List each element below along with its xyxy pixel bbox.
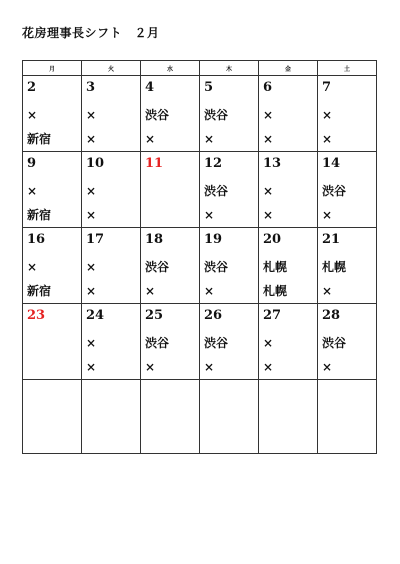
shift-entry: × — [322, 284, 333, 298]
calendar-body — [23, 76, 377, 454]
week-row — [23, 380, 377, 454]
shift-entry: × — [86, 336, 97, 350]
day-number: 12 — [204, 156, 223, 171]
day-cell-content — [23, 152, 81, 227]
day-number: 21 — [322, 232, 341, 247]
day-cell-content — [141, 380, 199, 407]
day-cell — [259, 152, 318, 228]
day-cell-content — [23, 304, 81, 331]
day-cell — [200, 380, 259, 454]
day-cell — [141, 76, 200, 152]
day-number: 26 — [204, 308, 223, 323]
weekday-header-thu: 木 — [200, 61, 259, 76]
day-number: 13 — [263, 156, 282, 171]
day-number — [86, 383, 140, 407]
shift-entry: 新宿 — [27, 284, 52, 298]
day-cell-content — [141, 152, 199, 179]
weekday-header-sat: 土 — [318, 61, 377, 76]
day-cell-content — [200, 152, 258, 227]
weekday-header-mon: 月 — [23, 61, 82, 76]
shift-entry: 渋谷 — [145, 336, 170, 350]
shift-entry: × — [322, 360, 333, 374]
day-cell — [23, 304, 82, 380]
day-number: 4 — [145, 80, 155, 95]
day-number: 24 — [86, 308, 105, 323]
day-number — [322, 383, 376, 407]
shift-entry: 渋谷 — [145, 108, 170, 122]
shift-entry: × — [204, 360, 215, 374]
day-cell — [200, 76, 259, 152]
shift-entry: × — [263, 132, 274, 146]
shift-entry: × — [204, 132, 215, 146]
shift-entry: 渋谷 — [204, 184, 229, 198]
shift-entry: × — [86, 132, 97, 146]
shift-entry: × — [86, 360, 97, 374]
week-row — [23, 304, 377, 380]
weekday-header-row — [23, 61, 377, 76]
day-cell — [141, 228, 200, 304]
day-cell — [82, 76, 141, 152]
shift-entry: 渋谷 — [204, 336, 229, 350]
page-title: 花房理事長シフト ２月 — [22, 26, 160, 40]
day-cell-content — [318, 380, 376, 407]
shift-entry: × — [86, 184, 97, 198]
shift-entry: 新宿 — [27, 132, 52, 146]
day-cell — [141, 380, 200, 454]
day-number: 3 — [86, 80, 96, 95]
day-cell — [259, 76, 318, 152]
shift-entry: × — [204, 284, 215, 298]
day-number: 28 — [322, 308, 341, 323]
shift-entry: × — [145, 132, 156, 146]
day-cell — [82, 152, 141, 228]
day-cell-content — [141, 76, 199, 151]
day-cell — [200, 228, 259, 304]
shift-entry: × — [322, 108, 333, 122]
shift-entry: 札幌 — [322, 260, 347, 274]
week-row — [23, 152, 377, 228]
shift-entry: 渋谷 — [204, 260, 229, 274]
day-number: 25 — [145, 308, 164, 323]
day-number: 16 — [27, 232, 46, 247]
day-cell-content — [23, 228, 81, 303]
day-number: 27 — [263, 308, 282, 323]
shift-entry: 渋谷 — [322, 184, 347, 198]
week-row — [23, 228, 377, 304]
day-number — [204, 383, 258, 407]
day-cell — [318, 228, 377, 304]
day-cell — [141, 152, 200, 228]
day-number: 19 — [204, 232, 223, 247]
day-cell-content — [200, 228, 258, 303]
day-cell-content — [23, 380, 81, 407]
day-cell — [318, 304, 377, 380]
day-number: 20 — [263, 232, 282, 247]
day-cell — [23, 228, 82, 304]
day-number: 9 — [27, 156, 37, 171]
day-cell — [23, 76, 82, 152]
day-cell-content — [141, 228, 199, 303]
day-cell — [200, 152, 259, 228]
shift-entry: × — [27, 108, 38, 122]
shift-calendar — [22, 60, 377, 454]
day-cell — [141, 304, 200, 380]
shift-entry: × — [145, 284, 156, 298]
shift-entry: × — [145, 360, 156, 374]
day-cell-content — [82, 228, 140, 303]
day-cell-content — [259, 380, 317, 407]
shift-entry: 札幌 — [263, 260, 288, 274]
day-cell — [259, 380, 318, 454]
day-cell-content — [82, 380, 140, 407]
day-cell — [318, 380, 377, 454]
day-cell-content — [82, 152, 140, 227]
shift-entry: 札幌 — [263, 284, 288, 298]
week-row — [23, 76, 377, 152]
day-cell-content — [23, 76, 81, 151]
shift-entry: × — [263, 184, 274, 198]
day-cell-content — [82, 304, 140, 379]
day-number: 7 — [322, 80, 332, 95]
holiday-day-number: 23 — [27, 308, 46, 323]
day-cell-content — [318, 76, 376, 151]
shift-entry: × — [86, 108, 97, 122]
shift-entry: × — [322, 208, 333, 222]
shift-entry: 渋谷 — [322, 336, 347, 350]
day-cell-content — [259, 76, 317, 151]
day-number: 5 — [204, 80, 214, 95]
day-cell-content — [200, 304, 258, 379]
shift-entry: 渋谷 — [204, 108, 229, 122]
holiday-day-number: 11 — [145, 156, 164, 171]
shift-entry: × — [86, 260, 97, 274]
shift-entry: × — [263, 108, 274, 122]
day-cell — [23, 380, 82, 454]
day-cell — [82, 228, 141, 304]
day-cell-content — [200, 380, 258, 407]
shift-entry: × — [204, 208, 215, 222]
day-number — [27, 383, 81, 407]
day-number: 17 — [86, 232, 105, 247]
weekday-header-tue: 火 — [82, 61, 141, 76]
day-cell — [82, 304, 141, 380]
day-cell — [23, 152, 82, 228]
day-cell-content — [259, 304, 317, 379]
day-cell-content — [200, 76, 258, 151]
day-cell — [259, 304, 318, 380]
day-number: 18 — [145, 232, 164, 247]
day-number: 2 — [27, 80, 37, 95]
shift-entry: × — [27, 260, 38, 274]
day-cell-content — [318, 304, 376, 379]
day-cell-content — [318, 228, 376, 303]
weekday-header-fri: 金 — [259, 61, 318, 76]
day-cell-content — [259, 228, 317, 303]
shift-entry: × — [263, 360, 274, 374]
day-cell — [259, 228, 318, 304]
shift-entry: 新宿 — [27, 208, 52, 222]
day-number — [145, 383, 199, 407]
day-cell — [82, 380, 141, 454]
day-cell — [318, 76, 377, 152]
day-cell-content — [141, 304, 199, 379]
shift-entry: 渋谷 — [145, 260, 170, 274]
day-cell-content — [259, 152, 317, 227]
shift-entry: × — [86, 284, 97, 298]
shift-entry: × — [263, 336, 274, 350]
day-number — [263, 383, 317, 407]
day-number: 10 — [86, 156, 105, 171]
shift-entry: × — [86, 208, 97, 222]
day-cell — [200, 304, 259, 380]
shift-entry: × — [27, 184, 38, 198]
day-cell-content — [82, 76, 140, 151]
shift-entry: × — [322, 132, 333, 146]
day-number: 14 — [322, 156, 341, 171]
day-cell — [318, 152, 377, 228]
shift-entry: × — [263, 208, 274, 222]
day-number: 6 — [263, 80, 273, 95]
weekday-header-wed: 水 — [141, 61, 200, 76]
day-cell-content — [318, 152, 376, 227]
